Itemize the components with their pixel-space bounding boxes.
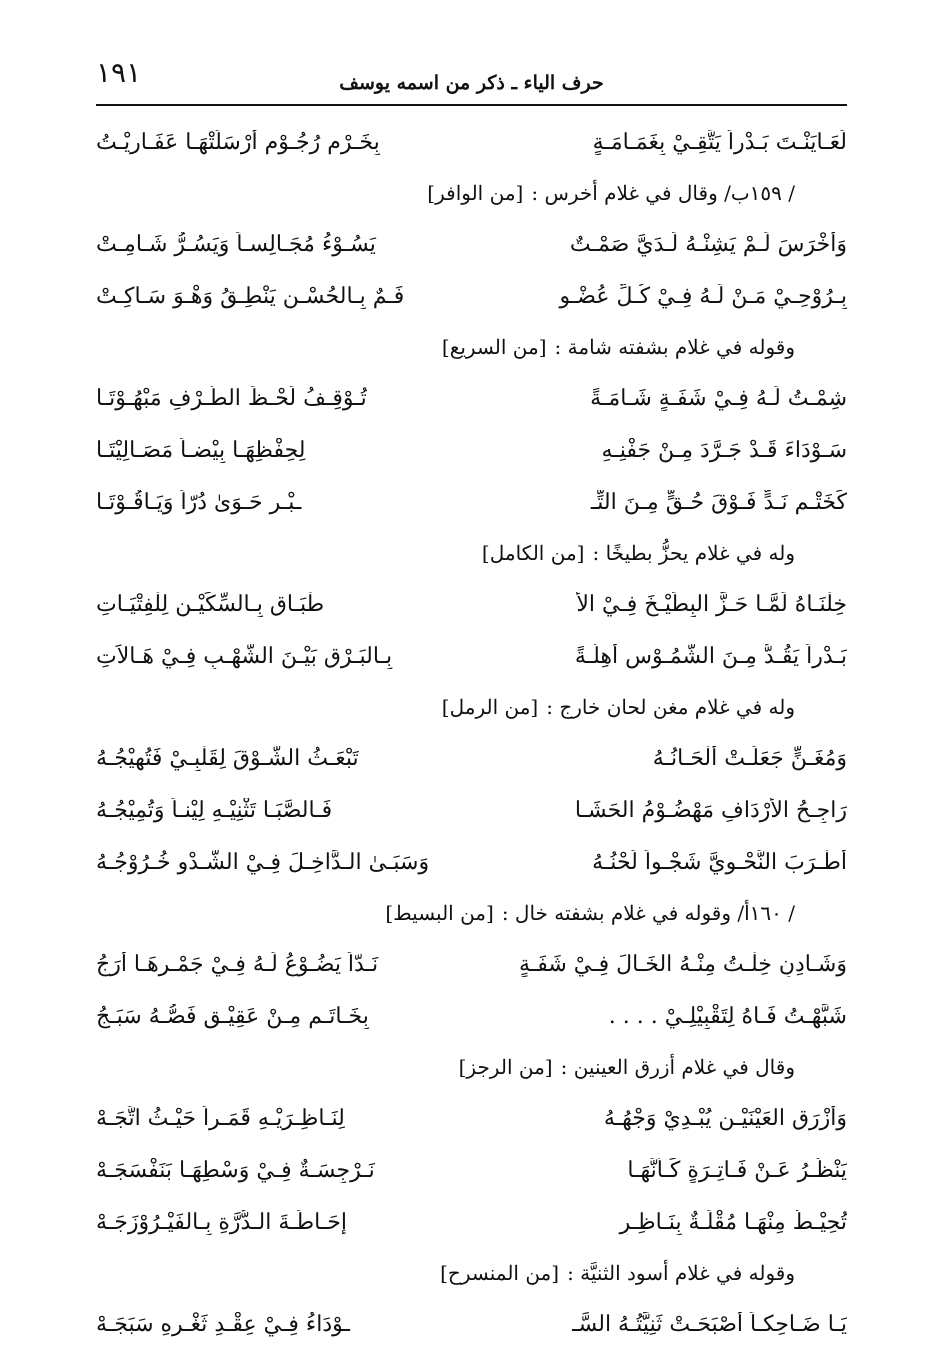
page-number: ١٩١: [96, 56, 142, 89]
second-hemistich: فَـمٌ بِـالحُسْـنِ يَنْطِـقُ وَهْـوَ سَـاكِـتْ: [96, 283, 405, 309]
second-hemistich: نَـدّاً يَضُـوْعُ لَـهُ فِـيْ جَمْـرِهَـا أَرَجُ: [96, 951, 379, 977]
intro-text: وله في غلام يحزُّ بطيخًا :: [592, 541, 795, 565]
verse-couplet: [96, 1298, 847, 1350]
verse-couplet: [96, 218, 847, 270]
meter-label: [من الكامل]: [481, 541, 585, 565]
first-hemistich: كَخَتْـمِ نَـدٍّ فَـوْقَ حُـقٍّ مِـنَ التِّـ: [590, 489, 847, 515]
meter-label: [من الرجز]: [458, 1055, 553, 1079]
first-hemistich: خِلْنَـاهُ لَمَّـا حَـزَّ البِطِّيْـخَ فِـيْ الأَ: [576, 591, 847, 617]
first-hemistich: بَـدْراً يَقُـدُّ مِـنَ الشُّمُـوْسِ أَهِلَّـةً: [574, 643, 847, 669]
running-title: حرف الياء ـ ذكر من اسمه يوسف: [339, 72, 604, 94]
verse-couplet: [96, 1144, 847, 1196]
first-hemistich: وَشَـادِنٍ خِلْـتُ مِنْـهُ الخَـالَ فِـيْ شَفَـةٍ: [519, 951, 847, 977]
intro-text: وله في غلام مغن لحان خارج :: [546, 695, 795, 719]
intro-text: وقوله في غلام بشفته شامة :: [554, 335, 795, 359]
meter-label: [من المنسرح]: [440, 1261, 560, 1285]
poem-intro: [96, 168, 847, 218]
page-header: [96, 56, 847, 100]
first-hemistich: وَمُغَـنٍّ جَعَلَـتْ أَلْحَـانُـهُ: [652, 745, 847, 771]
second-hemistich: بِـالبَـرْقِ بَيْـنَ الشُّهْـبِ فِـيْ هَـالاَتِ: [96, 643, 393, 669]
verse-couplet: [96, 836, 847, 888]
first-hemistich: شَبَّهْـتُ فَـاهُ لِتَقْبِيْلِـيْ . . . .: [608, 1003, 847, 1029]
verse-couplet: [96, 372, 847, 424]
first-hemistich: بِـرُوْحِـيْ مَـنْ لَـهُ فِـيْ كُـلِّ عُضْـوٍ: [559, 283, 847, 309]
meter-label: [من البسيط]: [385, 901, 494, 925]
verse-couplet: [96, 1196, 847, 1248]
header-rule: [96, 104, 847, 106]
second-hemistich: فَـالصَّبَـا تَثْنِيْـهِ لِيْنـاً وَتُمِيْجُـهُ: [96, 797, 333, 823]
first-hemistich: شِمْـتُ لَـهُ فِـيْ شَفَـةٍ شَـامَـةً: [590, 385, 847, 411]
second-hemistich: وَسَبَـىٰ الـدَّاخِـلَ فِـيْ الشَّـدْوِ خُـرُوْجُـهُ: [96, 849, 430, 875]
verse-couplet: [96, 990, 847, 1042]
first-hemistich: وَأَزْرَقِ العَيْنَيْـنِ يُبْـدِيْ وَجْهُـهُ: [603, 1105, 847, 1131]
first-hemistich: سَـوْدَاءَ قَـدْ جَـرَّدَ مِـنْ جَفْنِـهِ: [601, 437, 847, 463]
verse-couplet: [96, 784, 847, 836]
second-hemistich: ـوْدَاءُ فِـيْ عِقْـدِ ثَغْـرِهِ سَبَجَـهْ: [96, 1311, 350, 1337]
verse-couplet: [96, 424, 847, 476]
second-hemistich: نَـرْجِسَـةٌ فِـيْ وَسْطِهَـا بَنَفْسَجَـهْ: [96, 1157, 375, 1183]
first-hemistich: أَطْـرَبَ النَّحْـوِيَّ شَجْـواً لَحْنُـهُ: [592, 849, 847, 875]
intro-text: وقال في غلام أزرق العينين :: [560, 1055, 795, 1079]
meter-label: [من الرمل]: [441, 695, 539, 719]
verse-couplet: [96, 270, 847, 322]
poem-intro: [96, 888, 847, 938]
poem-intro: [96, 322, 847, 372]
second-hemistich: لِنَـاظِـرَيْـهِ قَمَـراً حَيْـثُ اتَّجَـهْ: [96, 1105, 345, 1131]
first-hemistich: لَعَـايَنْـتَ بَـدْراً يَتَّقِـيْ بِغَمَـامَـةٍ: [592, 129, 847, 155]
first-hemistich: تُحِيْـطُ مِنْهَـا مُقْلَـةٌ بِنَـاظِـرٍ: [619, 1209, 847, 1235]
first-hemistich: يَنْظُـرُ عَـنْ فَـاتِـرَةٍ كَـأَنَّهَـا: [627, 1157, 847, 1183]
verse-couplet: [96, 578, 847, 630]
first-hemistich: رَاجِـحُ الأَرْدَافِ مَهْضُـوْمُ الحَشَـا: [574, 797, 847, 823]
verse-couplet: [96, 1092, 847, 1144]
intro-text: / ١٥٩ب/ وقال في غلام أخرس :: [531, 181, 795, 205]
verse-couplet: [96, 938, 847, 990]
second-hemistich: لِحِفْظِهَـا بِيْضـاً مَصَـالِيْتَـا: [96, 437, 306, 463]
second-hemistich: تُـوْقِـفُ لَحْـظَ الطَّـرْفِ مَبْهُـوْتَـا: [96, 385, 367, 411]
verse-couplet: [96, 732, 847, 784]
first-hemistich: وَأَخْرَسَ لَـمْ يَشِنْـهُ لَـدَيَّ صَمْـتٌ: [569, 231, 847, 257]
poem-body: [96, 116, 847, 1350]
poem-intro: [96, 528, 847, 578]
verse-couplet: [96, 476, 847, 528]
second-hemistich: تَبْعَـثُ الشَّـوْقَ لِقَلْبِـيْ فَتُهِيْجُـهُ: [96, 745, 359, 771]
second-hemistich: بِخَـرْمِ رُجُـوْمٍ أَرْسَلَتْهَـا عَفَـارِيْـتُ: [96, 129, 380, 155]
poem-intro: [96, 682, 847, 732]
second-hemistich: يَسُـوْءُ مُجَـالِسـاً وَيَسُـرُّ شَـامِـتْ: [96, 231, 376, 257]
second-hemistich: إِحَـاطَـةَ الـدُّرَّةِ بِـالفَيْـرُوْزَجَـهْ: [96, 1209, 347, 1235]
intro-text: وقوله في غلام أسود الثنيَّة :: [567, 1261, 795, 1285]
verse-couplet: [96, 630, 847, 682]
poem-intro: [96, 1042, 847, 1092]
meter-label: [من الوافر]: [427, 181, 524, 205]
verse-couplet: [96, 116, 847, 168]
second-hemistich: ـبْـرِ حَـوَىٰ دُرّاً وَيَـاقُـوْتَـا: [96, 489, 302, 515]
intro-text: / ١٦٠أ/ وقوله في غلام بشفته خال :: [501, 901, 795, 925]
first-hemistich: يَـا ضَـاحِكـاً أَصْبَحَـتْ ثَنِيَّتُـهُ السَّـ: [572, 1311, 847, 1337]
second-hemistich: طْبَـاقِ بِـالسِّكِّيْـنِ لِلْفِتْيَـاتِ: [96, 591, 325, 617]
poem-intro: [96, 1248, 847, 1298]
second-hemistich: بِخَـاتَـمٍ مِـنْ عَقِيْـقٍ فَصُّـهُ سَبَـجُ: [96, 1003, 369, 1029]
meter-label: [من السريع]: [441, 335, 547, 359]
